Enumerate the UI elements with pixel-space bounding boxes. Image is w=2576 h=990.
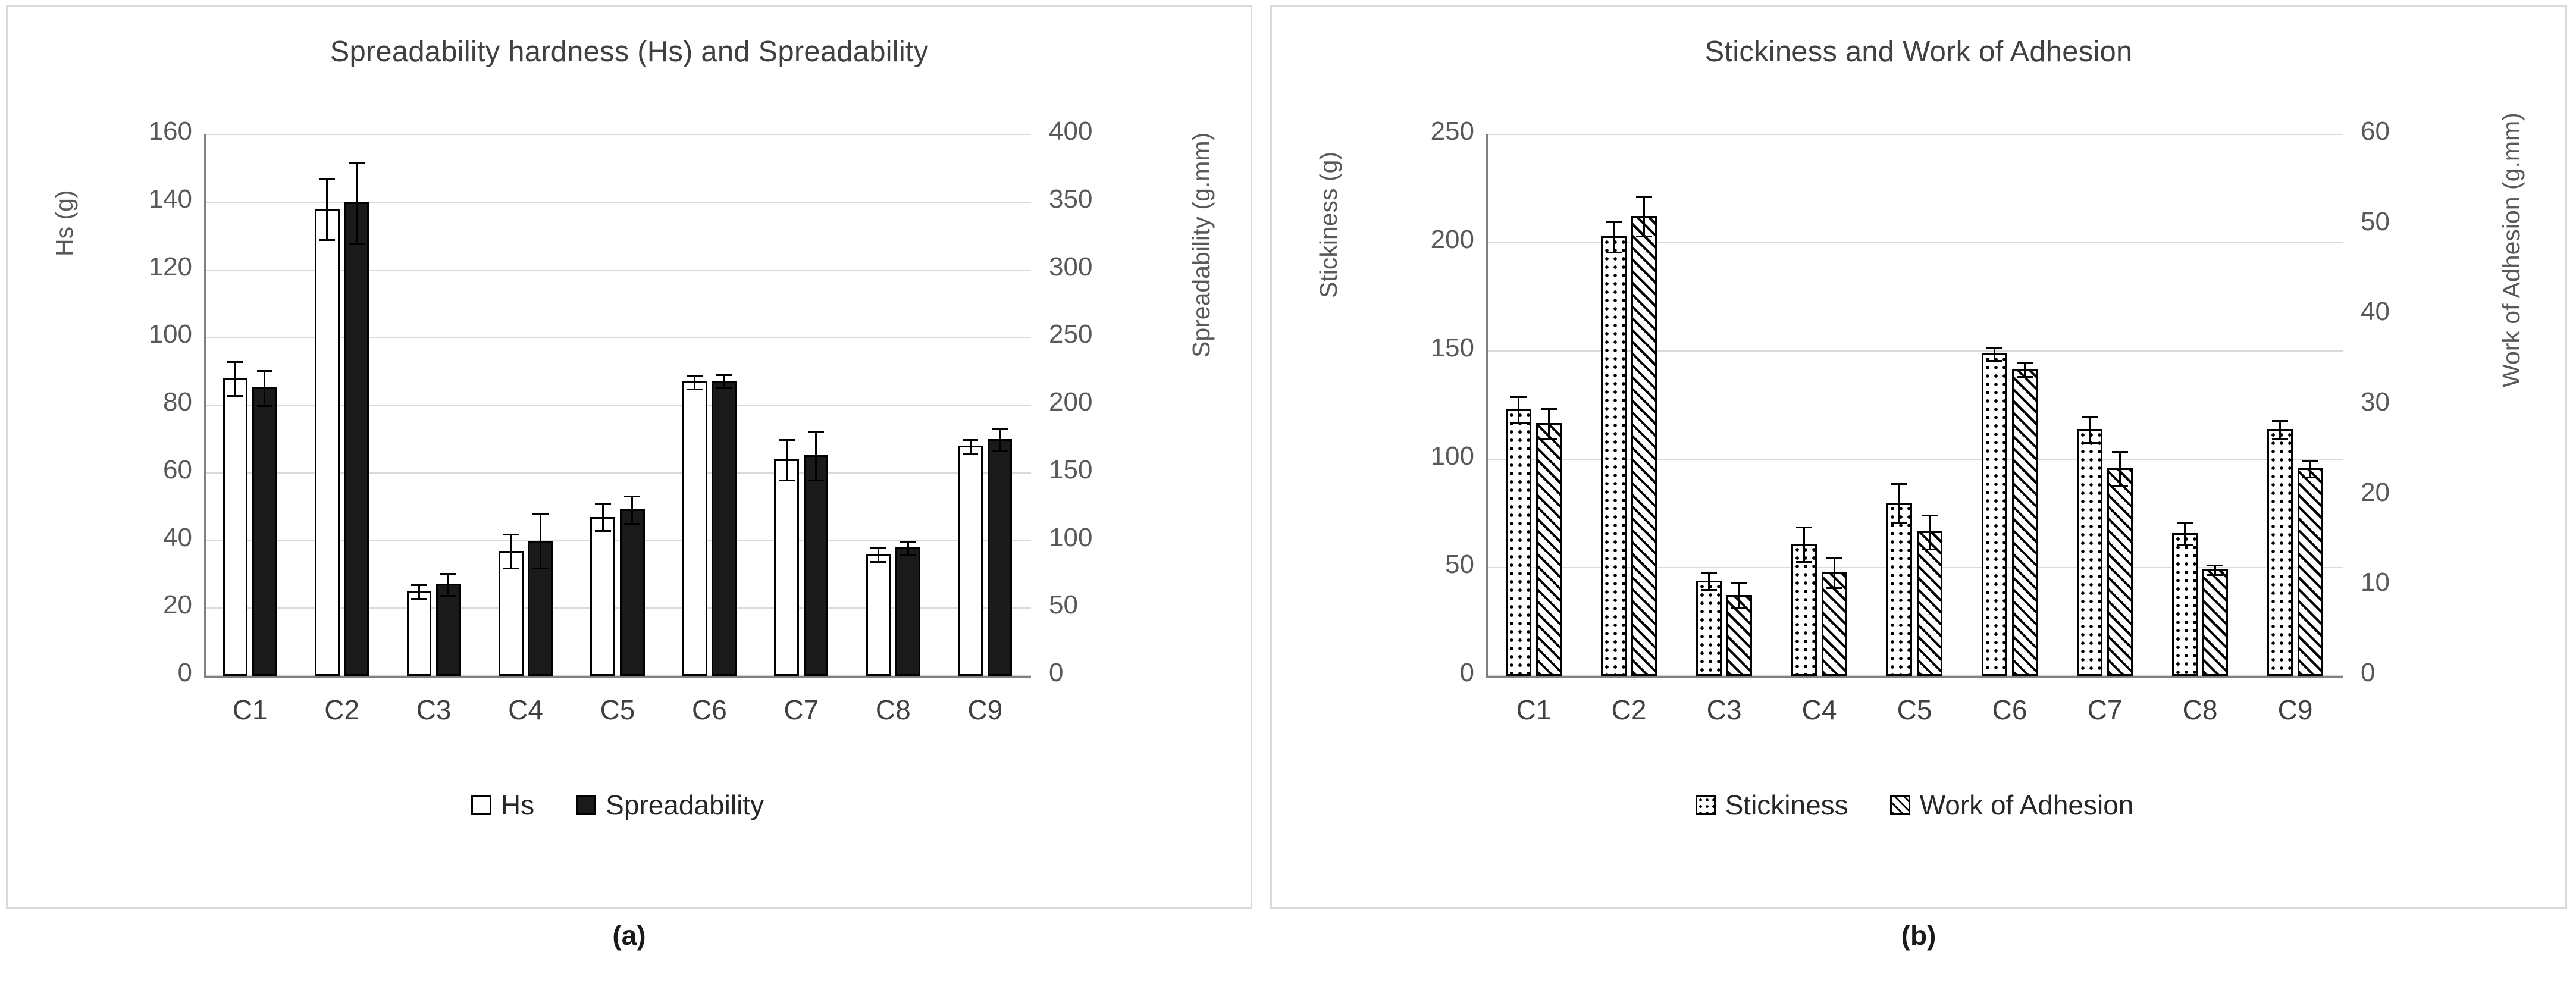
error-bar bbox=[510, 534, 512, 568]
bar bbox=[1982, 353, 2007, 676]
error-bar-cap bbox=[1922, 515, 1938, 516]
y2-axis-tick-label: 40 bbox=[2361, 297, 2390, 327]
legend-swatch-icon bbox=[471, 795, 491, 815]
panel-caption-a: (a) bbox=[612, 920, 646, 951]
error-bar bbox=[234, 361, 236, 395]
legend-swatch-icon bbox=[1696, 795, 1716, 815]
x-axis-category-label: C5 bbox=[1897, 694, 1932, 725]
error-bar bbox=[264, 370, 265, 405]
y-axis-title-a: Hs (g) bbox=[51, 190, 78, 256]
error-bar-cap bbox=[779, 439, 795, 441]
bar bbox=[499, 551, 524, 676]
error-bar-cap bbox=[2017, 362, 2033, 364]
y-axis-tick-label: 0 bbox=[177, 658, 192, 687]
bar bbox=[344, 202, 369, 676]
error-bar-cap bbox=[1701, 572, 1718, 574]
error-bar bbox=[723, 374, 725, 388]
error-bar-cap bbox=[319, 178, 336, 180]
bar bbox=[2077, 429, 2102, 676]
legend-label: Work of Adhesion bbox=[1919, 790, 2134, 820]
chart-legend bbox=[204, 789, 1031, 821]
bar bbox=[2172, 533, 2198, 676]
error-bar bbox=[418, 584, 420, 598]
y2-axis-tick-label: 200 bbox=[1049, 387, 1093, 416]
x-axis-category-label: C6 bbox=[692, 694, 727, 725]
bar bbox=[774, 459, 799, 676]
y-axis-tick-label: 100 bbox=[148, 319, 192, 349]
error-bar bbox=[356, 162, 358, 243]
bar bbox=[1696, 581, 1722, 676]
bar bbox=[1886, 503, 1912, 676]
error-bar-cap bbox=[808, 480, 824, 481]
bar bbox=[804, 455, 829, 676]
y2-axis-tick-label: 0 bbox=[1049, 658, 1064, 687]
y-axis-tick-label: 60 bbox=[163, 455, 192, 484]
x-axis-category-label: C9 bbox=[2277, 694, 2313, 725]
bar bbox=[1917, 531, 1942, 676]
chart-legend bbox=[1486, 789, 2343, 821]
y2-axis-title-b: Work of Adhesion (g.mm) bbox=[2497, 112, 2525, 387]
error-bar-cap bbox=[503, 568, 519, 569]
x-axis-category-label: C8 bbox=[2182, 694, 2218, 725]
error-bar-cap bbox=[716, 387, 732, 389]
error-bar-cap bbox=[2112, 451, 2129, 453]
bar bbox=[866, 554, 891, 676]
error-bar bbox=[631, 496, 633, 523]
error-bar bbox=[1803, 527, 1805, 561]
error-bar-cap bbox=[900, 541, 916, 543]
error-bar-cap bbox=[411, 584, 427, 586]
x-axis-category-label: C9 bbox=[967, 694, 1003, 725]
error-bar-cap bbox=[319, 239, 336, 241]
error-bar-cap bbox=[624, 523, 640, 525]
error-bar-cap bbox=[2082, 416, 2098, 418]
gridline bbox=[204, 202, 1031, 203]
y-axis-tick-label: 20 bbox=[163, 590, 192, 620]
error-bar bbox=[1898, 483, 1900, 522]
error-bar bbox=[1708, 572, 1710, 589]
y2-axis-tick-label: 250 bbox=[1049, 319, 1093, 349]
error-bar-cap bbox=[1606, 252, 1622, 253]
y-axis-tick-label: 160 bbox=[148, 117, 192, 146]
y-axis-tick-label: 200 bbox=[1430, 225, 1474, 254]
error-bar-cap bbox=[257, 370, 273, 372]
y2-axis-tick-label: 60 bbox=[2361, 117, 2390, 146]
bar bbox=[315, 209, 340, 676]
y2-axis-tick-label: 10 bbox=[2361, 568, 2390, 597]
bar bbox=[2267, 429, 2293, 676]
bar bbox=[1536, 423, 1562, 676]
bar bbox=[958, 446, 983, 676]
error-bar-cap bbox=[595, 530, 611, 532]
error-bar-cap bbox=[1731, 607, 1748, 609]
error-bar-cap bbox=[900, 554, 916, 556]
error-bar bbox=[1613, 221, 1615, 252]
legend-swatch-icon bbox=[576, 795, 596, 815]
error-bar-cap bbox=[687, 375, 703, 377]
x-axis-category-label: C3 bbox=[416, 694, 452, 725]
x-axis-line bbox=[204, 676, 1031, 678]
x-axis-category-label: C6 bbox=[1992, 694, 2027, 725]
y2-axis-tick-label: 100 bbox=[1049, 522, 1093, 552]
y-axis-tick-label: 140 bbox=[148, 184, 192, 214]
y-axis-tick-label: 100 bbox=[1430, 441, 1474, 471]
error-bar-cap bbox=[1922, 549, 1938, 550]
error-bar-cap bbox=[1826, 587, 1843, 589]
x-axis-category-label: C7 bbox=[2087, 694, 2123, 725]
gridline bbox=[204, 134, 1031, 135]
error-bar-cap bbox=[349, 243, 365, 245]
error-bar-cap bbox=[257, 405, 273, 407]
error-bar-cap bbox=[992, 450, 1008, 452]
error-bar-cap bbox=[2207, 574, 2224, 576]
error-bar bbox=[1738, 582, 1740, 607]
bar bbox=[407, 591, 432, 676]
x-axis-line bbox=[1486, 676, 2343, 678]
error-bar-cap bbox=[2207, 565, 2224, 566]
error-bar-cap bbox=[1731, 582, 1748, 584]
error-bar bbox=[1518, 396, 1519, 422]
legend-label: Spreadability bbox=[606, 790, 764, 820]
bar bbox=[2298, 468, 2323, 676]
error-bar bbox=[2089, 416, 2091, 442]
error-bar-cap bbox=[440, 595, 456, 597]
error-bar bbox=[878, 547, 879, 561]
bar bbox=[590, 517, 615, 676]
error-bar-cap bbox=[227, 361, 243, 363]
x-axis-category-label: C3 bbox=[1706, 694, 1742, 725]
error-bar-cap bbox=[1986, 360, 2003, 362]
bar bbox=[895, 547, 920, 676]
y-axis-title-b: Stickiness (g) bbox=[1315, 151, 1342, 298]
y2-axis-tick-label: 0 bbox=[2361, 658, 2376, 687]
bar bbox=[1631, 216, 1657, 676]
y2-axis-tick-label: 400 bbox=[1049, 117, 1093, 146]
error-bar-cap bbox=[1541, 408, 1557, 410]
error-bar-cap bbox=[2177, 544, 2193, 546]
error-bar-cap bbox=[1541, 438, 1557, 440]
error-bar bbox=[999, 428, 1001, 450]
error-bar-cap bbox=[503, 534, 519, 535]
chart-panel-a bbox=[6, 5, 1252, 909]
error-bar-cap bbox=[1796, 561, 1813, 563]
error-bar-cap bbox=[779, 480, 795, 481]
error-bar-cap bbox=[870, 547, 886, 549]
error-bar bbox=[1548, 408, 1550, 439]
error-bar bbox=[1643, 196, 1645, 236]
y2-axis-tick-label: 300 bbox=[1049, 252, 1093, 281]
error-bar bbox=[540, 513, 541, 568]
bar bbox=[682, 381, 707, 676]
error-bar-cap bbox=[687, 389, 703, 390]
error-bar-cap bbox=[1636, 236, 1653, 237]
x-axis-category-label: C4 bbox=[1801, 694, 1837, 725]
error-bar-cap bbox=[1701, 589, 1718, 591]
legend-label: Stickiness bbox=[1725, 790, 1848, 820]
error-bar-cap bbox=[1891, 483, 1908, 485]
error-bar-cap bbox=[2177, 522, 2193, 524]
x-axis-category-label: C2 bbox=[324, 694, 360, 725]
x-axis-category-label: C1 bbox=[1516, 694, 1552, 725]
y-axis-tick-label: 250 bbox=[1430, 117, 1474, 146]
error-bar-cap bbox=[2302, 460, 2319, 462]
error-bar-cap bbox=[1636, 196, 1653, 198]
bar bbox=[988, 439, 1013, 676]
error-bar-cap bbox=[624, 496, 640, 497]
bar bbox=[620, 509, 645, 676]
bar bbox=[712, 381, 737, 676]
error-bar bbox=[970, 439, 972, 453]
bar bbox=[2107, 468, 2133, 676]
bar bbox=[2202, 569, 2228, 676]
x-axis-category-label: C7 bbox=[784, 694, 819, 725]
error-bar bbox=[2279, 420, 2281, 437]
error-bar-cap bbox=[2112, 485, 2129, 487]
legend-item[interactable] bbox=[1696, 789, 1848, 821]
error-bar-cap bbox=[1796, 527, 1813, 528]
error-bar bbox=[786, 439, 788, 480]
error-bar-cap bbox=[411, 598, 427, 600]
error-bar bbox=[1929, 515, 1931, 549]
x-axis-category-label: C4 bbox=[508, 694, 543, 725]
x-axis-category-label: C2 bbox=[1611, 694, 1647, 725]
error-bar bbox=[2309, 460, 2311, 477]
error-bar-cap bbox=[808, 431, 824, 433]
error-bar-cap bbox=[532, 568, 549, 569]
error-bar-cap bbox=[2082, 442, 2098, 444]
y-axis-tick-label: 120 bbox=[148, 252, 192, 281]
y-axis-line bbox=[204, 134, 206, 676]
error-bar bbox=[326, 178, 328, 239]
error-bar-cap bbox=[1826, 557, 1843, 559]
y2-axis-title-a: Spreadability (g.mm) bbox=[1187, 132, 1215, 358]
error-bar-cap bbox=[2272, 420, 2289, 422]
error-bar bbox=[2119, 451, 2121, 485]
error-bar bbox=[1834, 557, 1835, 588]
bar bbox=[252, 387, 277, 676]
error-bar-cap bbox=[1510, 396, 1527, 398]
y-axis-tick-label: 50 bbox=[1445, 550, 1474, 579]
gridline bbox=[1486, 134, 2343, 135]
plot-area-a bbox=[136, 93, 1099, 343]
error-bar-cap bbox=[1606, 221, 1622, 223]
error-bar bbox=[2024, 362, 2026, 376]
error-bar-cap bbox=[992, 428, 1008, 430]
error-bar bbox=[602, 503, 604, 531]
y-axis-tick-label: 150 bbox=[1430, 333, 1474, 362]
legend-item[interactable] bbox=[471, 789, 534, 821]
y2-axis-tick-label: 350 bbox=[1049, 184, 1093, 214]
bar bbox=[1791, 544, 1817, 676]
legend-swatch-icon bbox=[1890, 795, 1910, 815]
y2-axis-tick-label: 30 bbox=[2361, 387, 2390, 416]
error-bar bbox=[1994, 347, 1995, 360]
bar bbox=[223, 378, 248, 676]
y-axis-tick-label: 0 bbox=[1459, 658, 1474, 687]
y2-axis-tick-label: 50 bbox=[2361, 206, 2390, 236]
bar bbox=[1601, 236, 1627, 676]
y2-axis-tick-label: 20 bbox=[2361, 477, 2390, 507]
bar bbox=[1506, 409, 1531, 676]
legend-item[interactable] bbox=[576, 789, 764, 821]
plot-area-b bbox=[1400, 93, 2364, 343]
error-bar-cap bbox=[2017, 376, 2033, 378]
chart-title-b: Stickiness and Work of Adhesion bbox=[1704, 36, 2133, 68]
x-axis-category-label: C1 bbox=[232, 694, 268, 725]
error-bar-cap bbox=[2272, 438, 2289, 440]
y-axis-tick-label: 80 bbox=[163, 387, 192, 416]
error-bar-cap bbox=[349, 162, 365, 164]
y-axis-line bbox=[1486, 134, 1488, 676]
error-bar bbox=[815, 431, 817, 480]
chart-title-a: Spreadability hardness (Hs) and Spreadability bbox=[330, 36, 929, 68]
y2-axis-tick-label: 150 bbox=[1049, 455, 1093, 484]
chart-panel-b bbox=[1270, 5, 2567, 909]
error-bar-cap bbox=[440, 573, 456, 575]
x-axis-category-label: C8 bbox=[875, 694, 911, 725]
error-bar-cap bbox=[1891, 522, 1908, 524]
error-bar bbox=[694, 375, 695, 389]
error-bar bbox=[447, 573, 449, 594]
error-bar-cap bbox=[2302, 477, 2319, 478]
panel-caption-b: (b) bbox=[1901, 920, 1936, 951]
error-bar-cap bbox=[532, 513, 549, 515]
y-axis-tick-label: 40 bbox=[163, 522, 192, 552]
legend-label: Hs bbox=[500, 790, 535, 820]
error-bar bbox=[907, 541, 909, 554]
error-bar-cap bbox=[963, 453, 979, 455]
bar bbox=[2012, 369, 2038, 676]
error-bar-cap bbox=[1986, 347, 2003, 349]
error-bar-cap bbox=[716, 374, 732, 376]
error-bar-cap bbox=[870, 561, 886, 563]
error-bar-cap bbox=[595, 503, 611, 505]
error-bar bbox=[2184, 522, 2186, 544]
error-bar-cap bbox=[1510, 422, 1527, 424]
y2-axis-tick-label: 50 bbox=[1049, 590, 1078, 620]
bar bbox=[436, 584, 461, 676]
error-bar-cap bbox=[227, 395, 243, 397]
x-axis-category-label: C5 bbox=[600, 694, 635, 725]
legend-item[interactable] bbox=[1890, 789, 2134, 821]
error-bar-cap bbox=[963, 439, 979, 441]
